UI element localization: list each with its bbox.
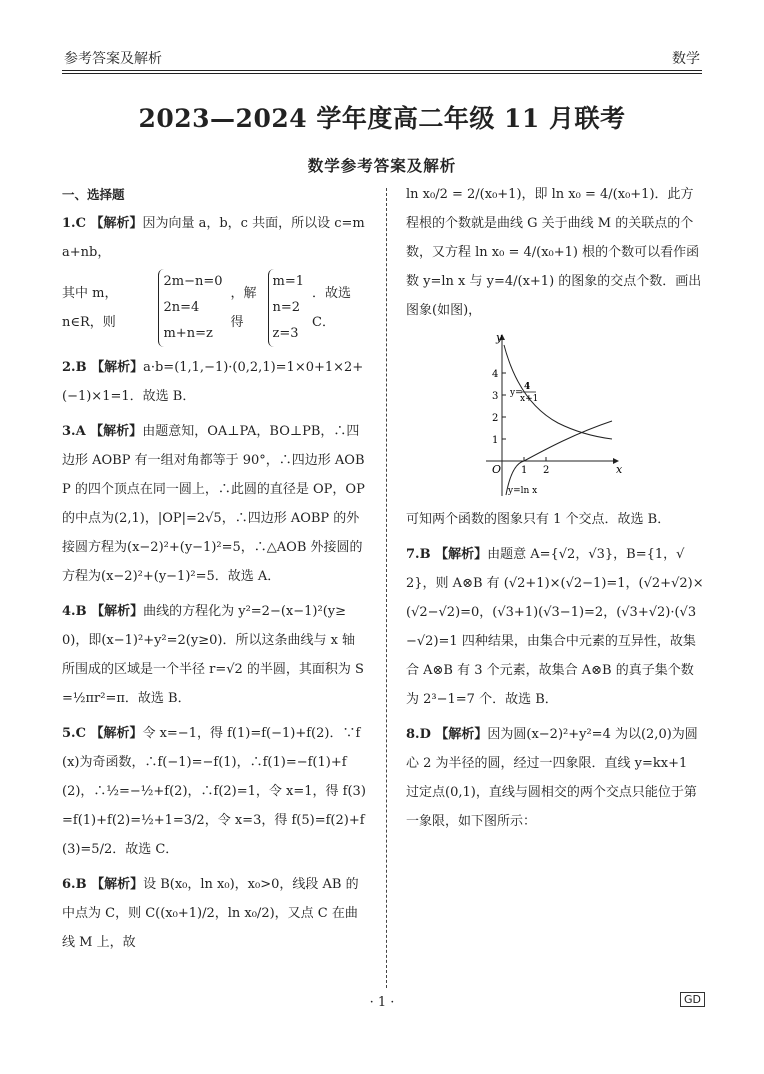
answer-8-head: 8.D 【解析】	[406, 727, 488, 742]
header-left: 参考答案及解析	[64, 51, 162, 67]
system-left-eq: m+n=z	[163, 326, 213, 341]
xtick-label: 1	[521, 465, 528, 476]
answer-1	[62, 209, 368, 267]
answer-8	[406, 720, 704, 836]
column-divider	[386, 188, 387, 988]
answer-4	[62, 597, 368, 713]
answer-7	[406, 540, 704, 714]
system-right-eq: m=1	[272, 274, 305, 289]
xtick-label: 2	[543, 465, 550, 476]
page-header	[62, 0, 702, 72]
ytick-label: 4	[492, 369, 499, 380]
left-column	[62, 180, 368, 957]
page-number: · 1 ·	[369, 995, 395, 1010]
header-right: 数学	[672, 51, 700, 67]
answer-4-text: 曲线的方程化为 y²=2−(x−1)²(y≥0)，即(x−1)²+y²=2(y≥0)．所以这条曲线与 x 轴所围成的区域是一个半径 r=√2 的半圆，其面积为 S=½πr²=π．故选 B．	[62, 604, 364, 706]
answer-1-head: 1.C 【解析】	[62, 216, 143, 231]
graph-svg	[466, 331, 626, 501]
system-end: ．故选 C．	[312, 286, 352, 330]
answer-8-text: 因为圆(x−2)²+y²=4 为以(2,0)为圆心 2 为半径的圆，经过一四象限．直线 y=kx+1 过定点(0,1)，直线与圆相交的两个交点只能位于第一象限，如下图所示：	[406, 727, 698, 829]
ytick-label: 2	[492, 413, 499, 424]
ytick-label: 1	[492, 435, 499, 446]
ytick-label: 3	[492, 391, 499, 402]
curve-label-ln: y=ln x	[508, 486, 538, 496]
curve-ln-x	[506, 421, 612, 495]
answer-3-text: 由题意知，OA⊥PA，BO⊥PB，∴四边形 AOBP 有一组对角都等于 90°，∴四边形 AOBP 的四个顶点在同一圆上，∴此圆的直径是 OP，OP 的中点为(2,1)，|OP|=2√5，∴四边形 AOBP 的外接圆方程为(x−2)²+(y−1)²=5，∴△AOB 外接圆的方程为(x−2)²+(y−1)²=5．故选 A．	[62, 424, 369, 584]
section-title: 一、选择题	[62, 187, 125, 202]
curve-label-denominator: x+1	[520, 394, 539, 404]
header-rule-thick	[62, 70, 702, 71]
answer-6-text: 设 B(x₀，ln x₀)，x₀>0，线段 AB 的中点为 C，则 C((x₀+1)/2，ln x₀/2)，又点 C 在曲线 M 上，故	[62, 877, 359, 950]
answer-2	[62, 353, 368, 411]
system-left-eq: 2m−n=0	[163, 274, 223, 289]
answer-6-head: 6.B 【解析】	[62, 877, 144, 892]
answer-5-text: 令 x=−1，得 f(1)=f(−1)+f(2)．∵f(x)为奇函数，∴f(−1)=−f(1)，∴f(1)=−f(1)+f(2)，∴½=−½+f(2)，∴f(2)=1，令 x=1，得 f(3)=f(1)+f(2)=½+1=3/2，令 x=3，得 f(5)=f(2)+f(3)=5/2．故选 C．	[62, 726, 366, 857]
answer-3-head: 3.A 【解析】	[62, 424, 143, 439]
x-axis-label: x	[616, 463, 623, 476]
system-right	[268, 269, 309, 347]
y-axis-label: y	[496, 331, 503, 344]
curve-label-numerator: 4	[524, 382, 531, 392]
system-right-eq: n=2	[272, 300, 301, 315]
answer-2-head: 2.B 【解析】	[62, 360, 144, 375]
header-rule-thin	[62, 73, 702, 74]
origin-label: O	[492, 463, 502, 476]
system-right-eq: z=3	[272, 326, 299, 341]
right-column	[406, 180, 704, 836]
function-graph	[406, 331, 704, 501]
answer-6-continued: ln x₀/2 = 2/(x₀+1)，即 ln x₀ = 4/(x₀+1)．此方程根的个数就是曲线 G 关于曲线 M 的关联点的个数，又方程 ln x₀ = 4/(x₀+1) 根的个数可以看作函数 y=ln x 与 y=4/(x+1) 的图象的交点个数．画出图象(如图)，	[406, 187, 702, 318]
curve-label-prefix: y=	[510, 388, 523, 398]
answer-7-head: 7.B 【解析】	[406, 547, 488, 562]
answer-5	[62, 719, 368, 864]
answer-5-head: 5.C 【解析】	[62, 726, 143, 741]
answer-2-text: a·b=(1,1,−1)·(0,2,1)=1×0+1×2+(−1)×1=1．故选 B．	[62, 360, 364, 404]
page-title: 2023—2024 学年度高二年级 11 月联考	[138, 104, 626, 133]
answer-7-text: 由题意 A={√2，√3}，B={1，√2}，则 A⊗B 有 (√2+1)×(√2−1)=1，(√2+√2)×(√2−√2)=0，(√3+1)(√3−1)=2，(√3+√2)·(√3−√2)=1 四种结果，由集合中元素的互异性，故集合 A⊗B 有 3 个元素，故集合 A⊗B 的真子集个数为 2³−1=7 个．故选 B．	[406, 547, 704, 707]
answer-4-head: 4.B 【解析】	[62, 604, 144, 619]
answer-6	[62, 870, 368, 957]
page-subtitle: 数学参考答案及解析	[307, 157, 457, 175]
system-mid: ，解得	[230, 286, 257, 330]
answer-1-text: 因为向量 a，b，c 共面，所以设 c=ma+nb，	[62, 216, 365, 260]
answer-3	[62, 417, 368, 591]
system-left-eq: 2n=4	[163, 300, 200, 315]
system-left	[158, 269, 226, 347]
edition-badge: GD	[680, 992, 705, 1007]
answer-6-conclusion: 可知两个函数的图象只有 1 个交点．故选 B．	[406, 512, 671, 527]
equation-system	[62, 269, 368, 347]
system-prefix: 其中 m，n∈R，则	[62, 286, 118, 330]
